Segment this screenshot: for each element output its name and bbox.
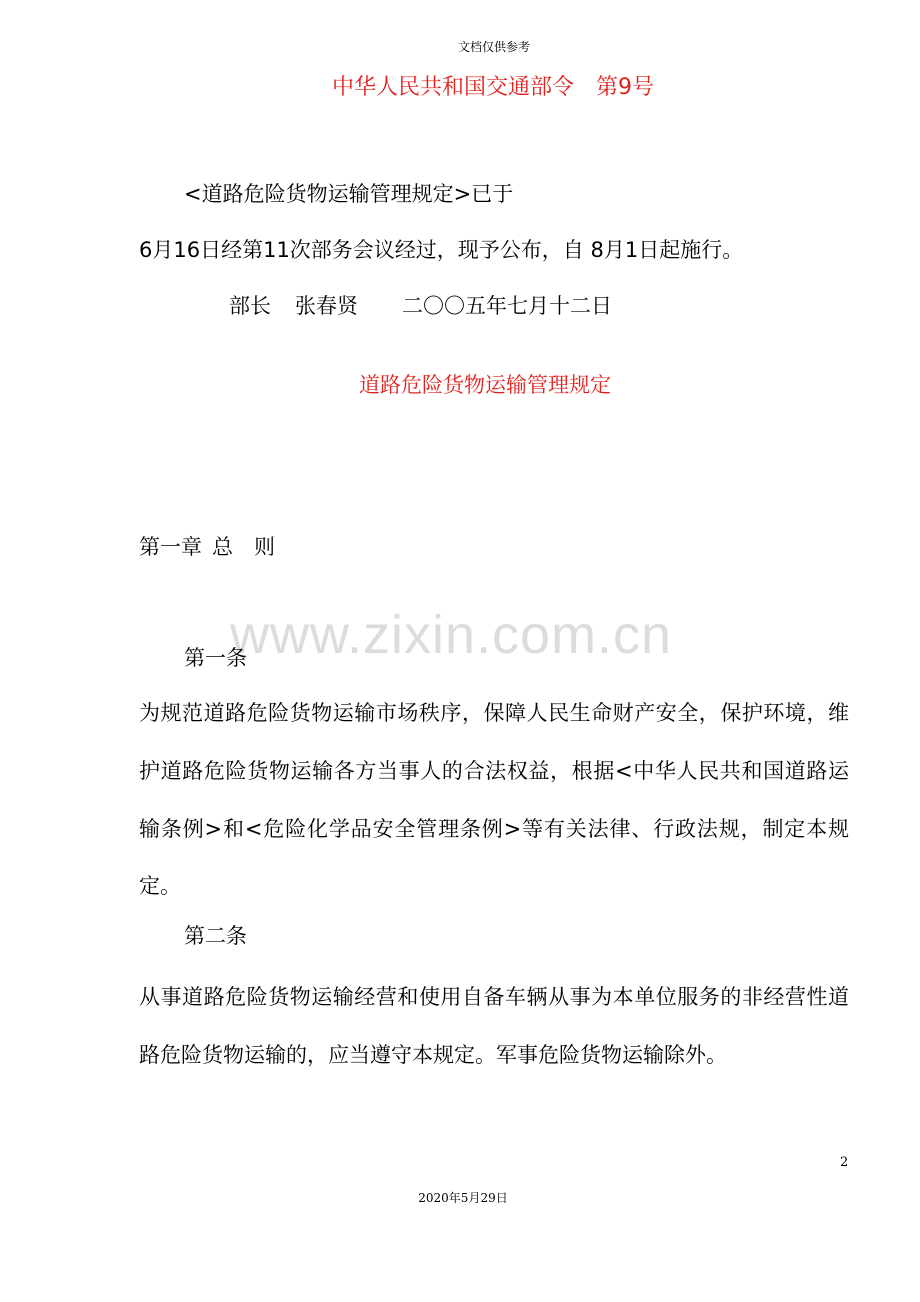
intro-line-1: <道路危险货物运输管理规定>已于: [184, 182, 514, 206]
chapter-title-part-2: 则: [254, 535, 275, 559]
chapter-number: 第一章: [139, 535, 202, 559]
article-2-title: 第二条: [184, 924, 247, 948]
article-1-text: 为规范道路危险货物运输市场秩序，保障人民生命财产安全，保护环境，维护道路危险货物运输各方当事人的合法权益，根据<中华人民共和国道路运输条例>和<危险化学品安全管理条例>等有关法律、行政法规，制定本规定。: [139, 701, 849, 899]
sign-date: 二〇〇五年七月十二日: [402, 294, 612, 318]
footer-date: 2020年5月29日: [418, 1191, 508, 1205]
intro-line-2: 6月16日经第11次部务会议经过，现予公布，自 8月1日起施行。: [139, 238, 744, 262]
decree-title: [332, 70, 654, 101]
signer-name: 张春贤: [295, 294, 358, 318]
watermark: www.zixin.com.cn: [230, 605, 673, 665]
header-note: 文档仅供参考: [457, 40, 530, 54]
signature-line: [229, 296, 612, 317]
article-2-text: 从事道路危险货物运输经营和使用自备车辆从事为本单位服务的非经营性道路危险货物运输的，应当遵守本规定。军事危险货物运输除外。: [139, 985, 849, 1067]
regulation-title: 道路危险货物运输管理规定: [359, 373, 611, 397]
decree-number: 第9号: [596, 75, 655, 100]
page-number: 2: [840, 1155, 849, 1170]
decree-title-main: 中华人民共和国交通部令: [332, 75, 575, 100]
chapter-title-part-1: 总: [212, 535, 233, 559]
chapter-heading: [139, 537, 275, 558]
signer-role: 部长: [229, 294, 271, 318]
article-1-title: 第一条: [184, 646, 247, 670]
